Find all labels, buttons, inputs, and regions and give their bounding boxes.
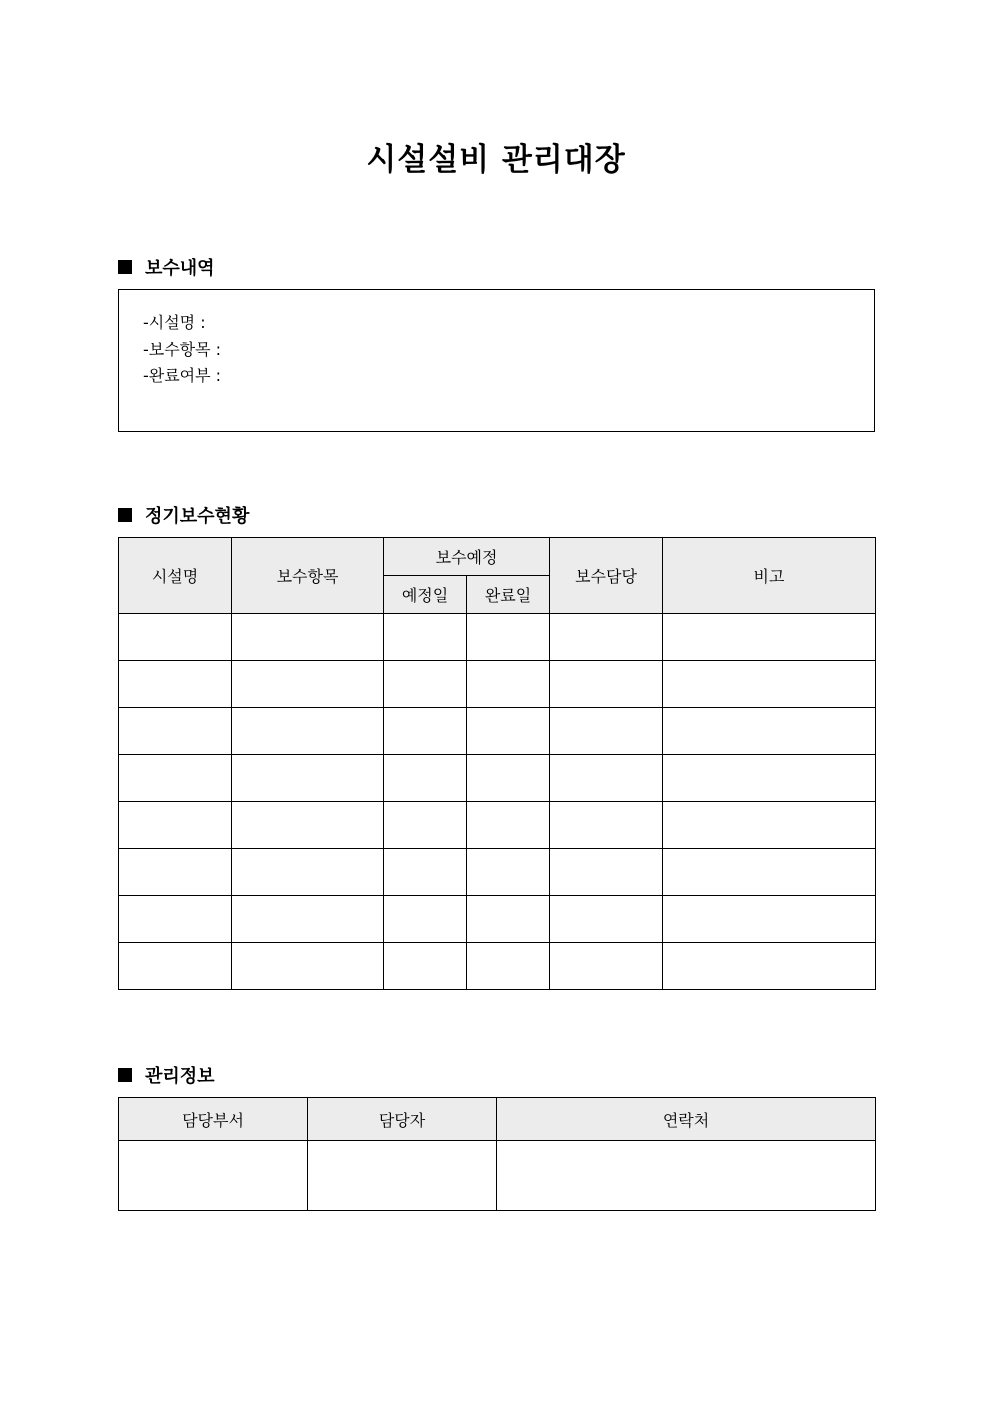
table-row [119,802,876,849]
table-cell[interactable] [663,802,876,849]
table-cell[interactable] [384,708,467,755]
table-row [119,614,876,661]
table-cell[interactable] [550,849,663,896]
table-row [119,896,876,943]
table-cell[interactable] [497,1141,876,1211]
table-row [119,943,876,990]
table-cell[interactable] [467,943,550,990]
table-cell[interactable] [232,661,384,708]
table-cell[interactable] [663,755,876,802]
table-row [119,755,876,802]
column-header-repair-item: 보수항목 [232,538,384,614]
column-header-repair-schedule: 보수예정 [384,538,550,576]
section-heading-management [118,1062,215,1088]
column-header-person-in-charge: 담당자 [308,1098,497,1141]
table-row [119,849,876,896]
table-cell[interactable] [550,896,663,943]
table-cell[interactable] [119,943,232,990]
table-cell[interactable] [467,896,550,943]
page-title: 시설설비 관리대장 [366,142,626,178]
table-cell[interactable] [384,943,467,990]
square-bullet-icon [118,1068,132,1082]
column-header-department: 담당부서 [119,1098,308,1141]
table-cell[interactable] [119,849,232,896]
column-header-note: 비고 [663,538,876,614]
table-cell[interactable] [384,849,467,896]
table-cell[interactable] [384,661,467,708]
table-cell[interactable] [550,802,663,849]
column-header-planned-date: 예정일 [384,576,467,614]
column-header-repair-manager: 보수담당 [550,538,663,614]
section-heading-label: 관리정보 [145,1066,215,1087]
table-cell[interactable] [119,708,232,755]
table-row [119,708,876,755]
table-cell[interactable] [384,614,467,661]
column-header-facility: 시설명 [119,538,232,614]
table-cell[interactable] [663,849,876,896]
table-cell[interactable] [384,896,467,943]
section-heading-regular-repair [118,502,249,528]
table-cell[interactable] [550,755,663,802]
table-row [119,661,876,708]
table-cell[interactable] [232,802,384,849]
table-cell[interactable] [308,1141,497,1211]
regular-repair-table [118,537,876,990]
info-line-facility [143,310,221,337]
table-cell[interactable] [467,661,550,708]
table-cell[interactable] [384,755,467,802]
table-cell[interactable] [232,755,384,802]
repair-history-box [118,289,875,432]
table-row [119,1141,876,1211]
table-cell[interactable] [663,614,876,661]
table-cell[interactable] [232,614,384,661]
table-cell[interactable] [119,661,232,708]
table-cell[interactable] [232,896,384,943]
table-cell[interactable] [663,943,876,990]
section-heading-repair-history [118,254,215,280]
table-cell[interactable] [119,1141,308,1211]
info-label: -시설명 : [143,313,206,332]
table-cell[interactable] [467,708,550,755]
info-line-repair-item [143,337,221,364]
management-info-table [118,1097,876,1211]
table-cell[interactable] [663,896,876,943]
table-cell[interactable] [467,849,550,896]
column-header-contact: 연락처 [497,1098,876,1141]
table-cell[interactable] [119,802,232,849]
table-cell[interactable] [232,849,384,896]
table-cell[interactable] [119,614,232,661]
table-cell[interactable] [467,802,550,849]
table-cell[interactable] [232,943,384,990]
table-cell[interactable] [232,708,384,755]
info-label: -보수항목 : [143,339,222,359]
square-bullet-icon [118,508,132,522]
table-cell[interactable] [119,755,232,802]
column-header-completed-date: 완료일 [467,576,550,614]
table-cell[interactable] [663,708,876,755]
table-cell[interactable] [119,896,232,943]
repair-history-lines [143,310,221,390]
table-cell[interactable] [663,661,876,708]
info-label: -완료여부 : [143,366,222,385]
table-cell[interactable] [550,614,663,661]
section-heading-label: 보수내역 [145,258,215,279]
info-line-completion [143,363,221,390]
table-cell[interactable] [467,614,550,661]
square-bullet-icon [118,260,132,274]
table-cell[interactable] [550,943,663,990]
table-cell[interactable] [384,802,467,849]
table-cell[interactable] [550,661,663,708]
table-cell[interactable] [467,755,550,802]
section-heading-label: 정기보수현황 [145,506,250,527]
table-cell[interactable] [550,708,663,755]
